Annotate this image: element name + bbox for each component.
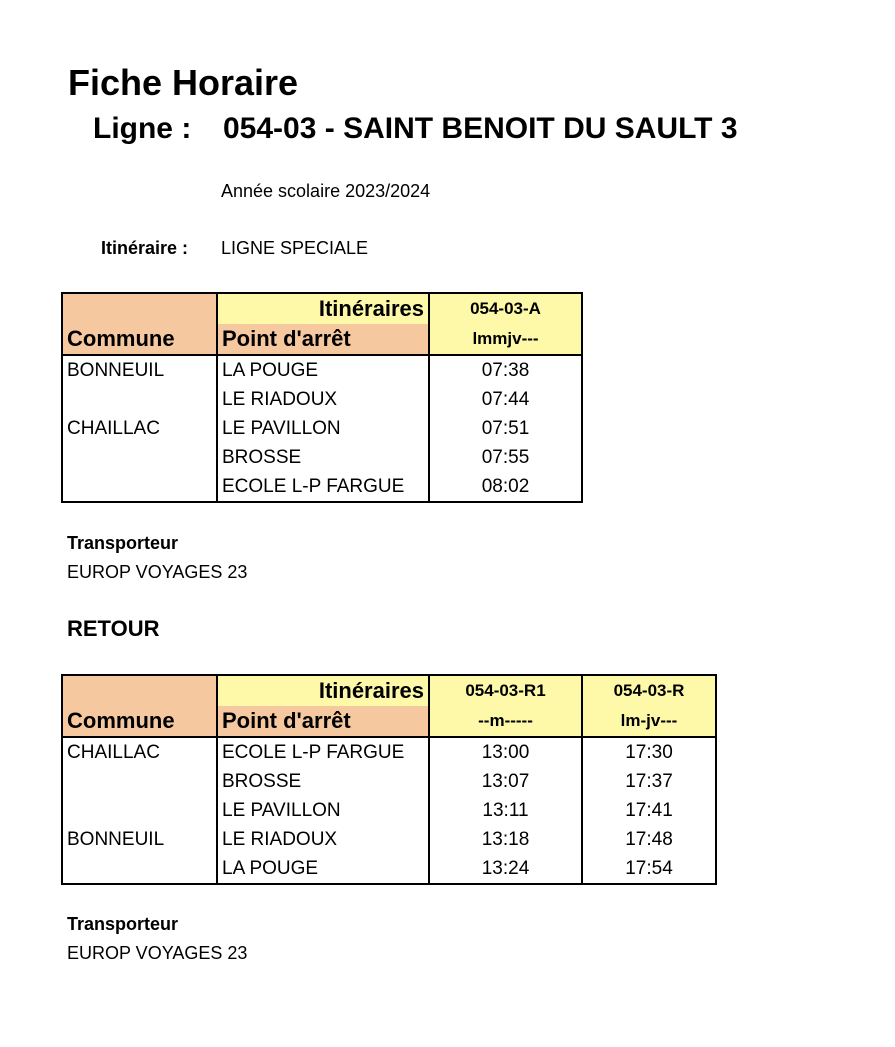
commune-cell [62, 796, 217, 825]
course-code-header: 054-03-A [429, 293, 582, 324]
stop-cell: LE RIADOUX [217, 825, 429, 854]
itinerary-value: LIGNE SPECIALE [221, 238, 369, 258]
time-cell: 17:41 [582, 796, 716, 825]
commune-header-top [62, 675, 217, 706]
table-row [62, 767, 716, 796]
commune-header: Commune [62, 324, 217, 355]
time-cell: 13:07 [429, 767, 582, 796]
course-code-header: 054-03-R [582, 675, 716, 706]
time-cell: 07:44 [429, 385, 582, 414]
table-row [62, 796, 716, 825]
table-row [62, 414, 582, 443]
return-timetable [61, 674, 717, 885]
table-row [62, 825, 716, 854]
transporter-value: EUROP VOYAGES 23 [67, 562, 248, 582]
table-row [62, 443, 582, 472]
commune-cell [62, 472, 217, 502]
table-row [62, 472, 582, 502]
itineraires-header: Itinéraires [217, 675, 429, 706]
course-code-header: 054-03-R1 [429, 675, 582, 706]
point-arret-header: Point d'arrêt [217, 324, 429, 355]
commune-cell [62, 767, 217, 796]
commune-header: Commune [62, 706, 217, 737]
return-transporter-label: Transporteur [67, 914, 179, 934]
stop-cell: LE PAVILLON [217, 796, 429, 825]
time-cell: 08:02 [429, 472, 582, 502]
course-days-header: --m----- [429, 706, 582, 737]
commune-cell: CHAILLAC [62, 737, 217, 767]
stop-cell: LE PAVILLON [217, 414, 429, 443]
table-row [62, 355, 582, 385]
time-cell: 07:38 [429, 355, 582, 385]
time-cell: 17:30 [582, 737, 716, 767]
point-arret-header: Point d'arrêt [217, 706, 429, 737]
time-cell: 13:18 [429, 825, 582, 854]
table-row [62, 737, 716, 767]
itinerary-label: Itinéraire : [101, 238, 189, 258]
stop-cell: LA POUGE [217, 854, 429, 884]
course-days-header: lmmjv--- [429, 324, 582, 355]
commune-cell [62, 443, 217, 472]
page-title: Fiche Horaire [68, 62, 299, 103]
stop-cell: LA POUGE [217, 355, 429, 385]
line-label: Ligne : [93, 112, 192, 145]
stop-cell: LE RIADOUX [217, 385, 429, 414]
time-cell: 13:24 [429, 854, 582, 884]
time-cell: 07:55 [429, 443, 582, 472]
stop-cell: ECOLE L-P FARGUE [217, 472, 429, 502]
stop-cell: ECOLE L-P FARGUE [217, 737, 429, 767]
transporter-label: Transporteur [67, 533, 179, 553]
return-section-label: RETOUR [67, 616, 160, 641]
time-cell: 13:11 [429, 796, 582, 825]
line-name: 054-03 - SAINT BENOIT DU SAULT 3 [223, 112, 738, 145]
time-cell: 13:00 [429, 737, 582, 767]
commune-cell: BONNEUIL [62, 355, 217, 385]
table-row [62, 854, 716, 884]
return-transporter-value: EUROP VOYAGES 23 [67, 943, 248, 963]
time-cell: 17:54 [582, 854, 716, 884]
outbound-timetable [61, 292, 583, 503]
commune-cell [62, 854, 217, 884]
table-row [62, 385, 582, 414]
stop-cell: BROSSE [217, 443, 429, 472]
commune-cell: BONNEUIL [62, 825, 217, 854]
commune-cell: CHAILLAC [62, 414, 217, 443]
commune-header-top [62, 293, 217, 324]
course-days-header: lm-jv--- [582, 706, 716, 737]
time-cell: 07:51 [429, 414, 582, 443]
time-cell: 17:48 [582, 825, 716, 854]
stop-cell: BROSSE [217, 767, 429, 796]
commune-cell [62, 385, 217, 414]
itineraires-header: Itinéraires [217, 293, 429, 324]
time-cell: 17:37 [582, 767, 716, 796]
school-year: Année scolaire 2023/2024 [221, 181, 431, 201]
